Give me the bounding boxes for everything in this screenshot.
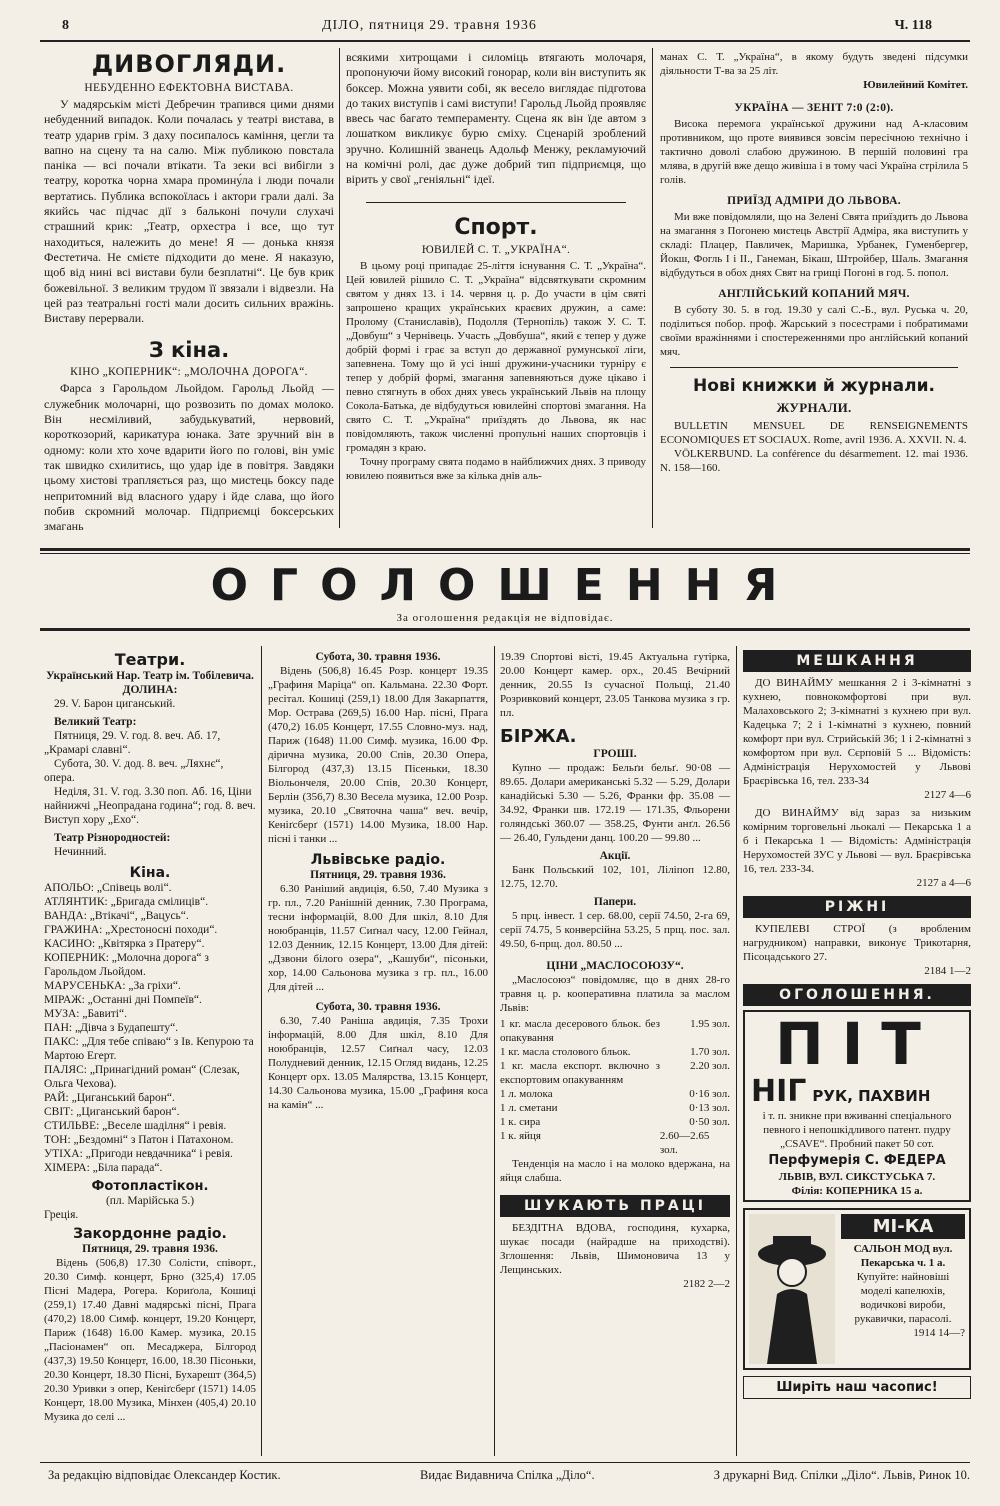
theatres-title: Театри.	[114, 650, 186, 669]
exchange-title: БІРЖА.	[500, 726, 577, 747]
price-row	[500, 1129, 730, 1157]
housing-ad-2: ДО ВИНАЙМУ від зараз за низьким комірним торговельні льокалі — Пекарська 1 а б і Пекарська 1 — Відомість: Адміністрація Нерухомостей ЗУС у Львові — вул. Браєрівська 16, тел. 233-34.	[743, 807, 971, 875]
journals-title: ЖУРНАЛИ.	[776, 400, 852, 415]
price-value: 0·16 зол.	[689, 1088, 730, 1100]
fotoplastikon-text: Греція.	[44, 1209, 79, 1221]
admira-title: ПРИЇЗД АДМІРИ ДО ЛЬВОВА.	[727, 195, 901, 207]
ads-disclaimer: За оголошення редакція не відповідає.	[396, 612, 614, 624]
books-title: Нові книжки й журнали.	[693, 376, 935, 396]
bonds-text: 5 прц. інвест. 1 сер. 68.00, серії 74.50, 2-га 69, серії 74.75, 5 конверсійна 53.25, 5 прщ. пос. зал. 49.50, 6-прщ. дол. 80.50 ...	[500, 910, 730, 950]
price-row	[500, 1101, 730, 1115]
divohliady-text: У мадярськім місті Дебречин трапився цими днями небуденний випадок. Коли почалась у театрі вистава, в театр ударив грім. З даху посипалось каміння, цегли та вапно на сцену та на салю. Між публикою повстала паніка — всі почали втікати. Та зеки всі вибігли з театру, коротка чорна хмара промину́ла і люди почали вертатись. Публика вспокоїлась і актори грали далі. За якийсь час підчас дії з бальконі почули слухачі страшний крик: „Театр, орхестра і все, що тут находиться, належить до мене! Я — донька князя Фестетича. Не смієте підходити до мене. Я наказую, щоб від нині всі вистави були безплатні“. Це був крик божевільної. З великим трудом її звязали і відвезли. На цей раз театральні гості мали досить сильних вражінь. Виставу перервали.	[44, 97, 334, 326]
cinema-item: КОПЕРНИК: „Молочна дорога“ з Гарольдом Льойдом.	[44, 952, 209, 978]
cinema-item: МІРАЖ: „Останні дні Помпеїв“.	[44, 994, 202, 1006]
continued-text: всякими хитрощами і силоміць втягають молочаря, пропонуючи йому високий гонорар, коли він виступить як боксер. Можна уявити собі, як весело виглядає підготова до таких виступів і самі виступи! Гарольд Льойд проявляє ввесь час багато темпераменту. Сцена як він їде автом з лошатком викликує бурю сміху. Сценарій зроблений зручно. Колишній званець Адольф Менжу, рекламуючий на комічні ролі, дає дуже добрий тип підприємця, що вірить у свої „геніяльні“ ідеї.	[346, 50, 646, 187]
sweat-ad-feet: НІГ	[751, 1074, 807, 1109]
misc-ad-code: 2184 1—2	[924, 965, 971, 977]
z-kina-text: Фарса з Гарольдом Льойдом. Гарольд Льойд — служебник молочарні, що розвозить по домах молоко. Він несміливий, забудькуватий, нервовий, короткозорий, карикатура юнака. Зате зручний він в одному: коли хто хоче вдарити його по голові, він уміє так швидко схилитись, що удар іде в повітря. Завдяки цьому хистові трапляється раз, що мистець боксу паде непритомний від власного удару і йде слава, що його побив скромний молочар. Підприємці боксерських змагань	[44, 381, 334, 534]
sweat-ad-hands: РУК, ПАХВИН	[812, 1087, 931, 1105]
theatre-line: Пятниця, 29. V. год. 8. веч. Аб. 17, „Крамарі славні“.	[44, 730, 221, 756]
cinema-item: РАЙ: „Циганський барон“.	[44, 1092, 175, 1104]
radio-saturday-text: Відень (506,8) 16.45 Розр. концерт 19.35 „Графиня Маріца“ оп. Кальмана. 22.30 Форт. ресітал. Кошиці (259,1) 18.00 Для Закарпаття, Мор. Острава (269,5) 16.00 Нар. пісні, Прага (470,2) 16.05 Концерт, 17.55 Словно-муз. над, Париж (1648) 11.00 Симф. музика, 16.00 Фр. дірична музика, 20.00 Спів, 20.30 Опера, Білгород (437,3) 13.15 Пісеньки, 18.30 Віольончеля, 20.00 Спів, 20.30 Концерт, Берлін (356,7) 8.30 Весела музика, 12.00 Розр. музика, 20.10 „Святочна чаша“ веч. вечір, Кеніґсберґ (1571) 14.00 Музика, 18.00 Нар. пісні і танки ...	[268, 665, 488, 845]
housing-ad-2-code: 2127 а 4—6	[916, 877, 971, 889]
misc-header: РІЖНІ	[743, 896, 971, 918]
theatres-column	[44, 650, 256, 1424]
cinema-item: СВІТ: „Циганський барон“.	[44, 1106, 180, 1118]
price-label: 1 к. яйця	[500, 1130, 541, 1142]
cinema-item: УТІХА: „Пригоди невдачника“ і ревія.	[44, 1148, 233, 1160]
column-rule	[652, 48, 653, 528]
radio-column	[268, 650, 488, 1112]
theatre-line: Неділя, 31. V. год. 3.30 поп. Аб. 16, Ціни найнижчі „Неопрадана година“; год. 8. веч. Виступ хору „Ехо“.	[44, 786, 256, 826]
footer-rule	[40, 1462, 970, 1463]
sweat-ad-title: ПІТ	[775, 1010, 939, 1078]
perfumery-branch: Філія: КОПЕРНИКА 15 а.	[791, 1185, 923, 1197]
mika-ad	[743, 1208, 971, 1370]
cinema-item: АПОЛЬО: „Співець волі“.	[44, 882, 172, 894]
foreign-radio-title: Закордонне радіо.	[73, 1226, 227, 1242]
sweat-ad-text: і т. п. зникне при вживанні спеціального певного і непошкідливого патент. пудру „CSAVE“. Пробний пакет 50 сот.	[762, 1110, 952, 1150]
housing-ad-1: ДО ВИНАЙМУ мешкання 2 і 3-кімнатні з кухнею, повнокомфортові при вул. Малаховського 2; 3-кімнатні з кухнею при вул. Кадецька 7; 2 і 1-кімнатні з кухнею, повний комфорт при вул. Стрийській 36; 1 і 2-кімнатні з комфортом при вул. Сєрповій 5 ... Відомість: Адміністрація Нерухомостей у Львові Браєрівська 16, тел. 233-34	[743, 677, 971, 787]
column-rule	[339, 48, 340, 528]
mika-text-block	[841, 1214, 965, 1364]
section-divider	[366, 202, 626, 203]
cinema-item: КАСИНО: „Квітярка з Пратеру“.	[44, 938, 205, 950]
price-value: 2.20 зол.	[690, 1060, 730, 1072]
cinema-item: ПАЛЯС: „Принагідний роман“ (Слезак, Ольга Чехова).	[44, 1064, 240, 1090]
footer-publisher: Видає Видавнича Спілка „Діло“.	[420, 1468, 595, 1482]
price-row	[500, 1059, 730, 1087]
price-label: 1 кг. масла столового бльок.	[500, 1046, 631, 1058]
z-kina-title: З кіна.	[148, 338, 230, 363]
price-label: 1 кг. масла десерового бльок. без опакування	[500, 1018, 660, 1044]
bulletin-entry: BULLETIN MENSUEL DE RENSEIGNEMENTS ECONOMIQUES ET SOCIAUX. Rome, avril 1936. A. XXVII. N. 4.	[660, 420, 968, 446]
hat-lady-icon	[749, 1214, 835, 1364]
committee-signature: Ювилейний Комітет.	[863, 79, 968, 91]
ads-bottom-rule	[40, 628, 970, 631]
divohliady-subtitle: НЕБУДЕННО ЕФЕКТОВНА ВИСТАВА.	[84, 82, 294, 94]
spread-newspaper-banner: Ширіть наш часопис!	[743, 1376, 971, 1399]
job-seekers-header: ШУКАЮТЬ ПРАЦІ	[500, 1195, 730, 1217]
price-value: 2.60—2.65 зол.	[659, 1130, 710, 1156]
page-number: 8	[62, 18, 69, 33]
sweat-powder-ad	[743, 1010, 971, 1202]
lviv-radio-text: 6.30 Раніший авдиція, 6.50, 7.40 Музика з гр. пл., 7.20 Ранішній денник, 7.30 Програма, тесни інформацій, 8.00 Для шкіл, 8.10 Для ноюбранців, 11.57 Сиґнал часу, 12.00 Гейнал, 12.03 Денник, 12.15 Концерт, 13.00 Для дітей: „Дзвони білого озера“, „Кашуби“, пісоньки, хор, 14.00 Сальонова музика з гр. пл., 16.00 Для дітей ...	[268, 883, 488, 993]
z-kina-subtitle: КІНО „КОПЕРНИК“: „МОЛОЧНА ДОРОГА“.	[70, 366, 308, 379]
perfumery-name: Перфумерія С. ФЕДЕРА	[768, 1153, 946, 1168]
misc-ad: КУПЕЛЕВІ СТРОЇ (з вробленим нагрудником) направки, виконує Трикотарня, Пісоцадського 27.	[743, 923, 971, 963]
column-3	[660, 50, 968, 475]
housing-ad-1-code: 2127 4—6	[924, 789, 971, 801]
lviv-radio-saturday-title: Субота, 30. травня 1936.	[315, 1001, 441, 1013]
theatre-line: Субота, 30. V. дод. 8. веч. „Ляхнє“, опера.	[44, 758, 224, 784]
divohliady-title: ДИВОГЛЯДИ.	[91, 50, 287, 78]
theatre-line: 29. V. Барон циганський.	[54, 698, 176, 710]
column-2	[346, 50, 646, 483]
job-seeker-ad: БЕЗДІТНА ВДОВА, господиня, кухарка, шукає посади (найрадше на приходстві). Зглошення: Львів, Шимоновича 13 у Лещинських.	[500, 1222, 730, 1276]
ads-title: ОГОЛОШЕННЯ	[210, 560, 800, 611]
mika-title: САЛЬОН МОД вул. Пекарська ч. 1 а.	[853, 1243, 953, 1269]
shares-title: Акції.	[599, 850, 631, 862]
sport-subtitle: ЮВИЛЕЙ С. Т. „УКРАЇНА“.	[421, 243, 571, 256]
cinema-item: ПАН: „Дівча з Будапешту“.	[44, 1022, 179, 1034]
footer-editor: За редакцію відповідає Олександер Костик.	[48, 1468, 281, 1482]
cinema-item: ВАНДА: „Втікачі“, „Вацусь“.	[44, 910, 189, 922]
sport-text-2: Точну програму свята подамо в найближчих днях. З приводу ювилею появиться вже за кілька днів аль-	[346, 455, 646, 482]
classified-column	[743, 650, 971, 1399]
perfumery-address: ЛЬВІВ, ВУЛ. СИКСТУСЬКА 7.	[778, 1171, 936, 1183]
mika-illustration	[749, 1214, 835, 1364]
ads-subheader: ОГОЛОШЕННЯ.	[743, 984, 971, 1006]
exchange-column	[500, 650, 730, 1291]
radio-continued: 19.39 Спортові вісті, 19.45 Актуальна гутірка, 20.00 Концерт камер. орх., 20.45 Вечірний денник, 20.55 Із сучасної Польщі, 21.40 Розривковий концерт, 23.05 Танкова музика з гр. пл.	[500, 651, 730, 719]
football-title: АНГЛІЙСЬКИЙ КОПАНИЙ МЯЧ.	[718, 288, 910, 300]
price-value: 0·13 зол.	[689, 1102, 730, 1114]
job-seeker-code: 2182 2—2	[683, 1278, 730, 1290]
fotoplastikon-title: Фотопластікон.	[91, 1179, 209, 1194]
cinema-item: ХІМЕРА: „Біла парада“.	[44, 1162, 163, 1174]
variety-status: Нечинний.	[54, 846, 107, 858]
almanac-cont: манах С. Т. „Україна“, в якому будуть зведені підсумки діяльности Т-ва за 25 літ.	[660, 51, 968, 77]
price-label: 1 кг. масла експорт. включно з експортовим опакуванням	[500, 1060, 660, 1086]
price-value: 1.70 зол.	[690, 1046, 730, 1058]
column-1	[44, 50, 334, 534]
price-value: 0·50 зол.	[689, 1116, 730, 1128]
price-label: 1 к. сира	[500, 1116, 541, 1128]
football-text: В суботу 30. 5. в год. 19.30 у салі С.-Б., вул. Руська ч. 20, поділиться побор. проф. Жарський з посестрами і побратимами своїми вражіннями і спостереженнями про англійський копаний мяч.	[660, 304, 968, 358]
shares-text: Банк Польський 102, 101, Ліліпоп 12.80, 12.75, 12.70.	[500, 864, 730, 890]
prices-note: Тенденція на масло і на молоко вдержана, на яйця слабша.	[500, 1158, 730, 1184]
footer-printer: З друкарні Вид. Спілки „Діло“. Львів, Ринок 10.	[713, 1468, 970, 1482]
price-row	[500, 1115, 730, 1129]
cinema-item: ГРАЖИНА: „Хрестоносні походи“.	[44, 924, 218, 936]
ads-top-rule	[40, 548, 970, 551]
ads-top-rule-thin	[40, 553, 970, 554]
foreign-radio-text: Відень (506,8) 17.30 Солісти, співорт., 20.30 Симф. концерт, Брно (325,4) 17.05 Пісні Мадера, Рогера. Кориґола, Кошиці (259,1) 17.40 Давні мадярські пісні, Прага (470,2) 18.00 Симф. концерт, 19.20 Концерт, Париж (1648) 16.00 Камер. музика, 20.15 „Пасіонамен“ оп. Месаджера, Білгород (437,3) 19.50 Концерт, 16.00, 18.30 Пісоньки, 20.30 Концерт, 18.30 Пісні, Бухарешт (364,5) 20.30 Уривки з опер, Кеніґсберґ (1571) 14.05 Концерт, 18.00 Музика, Мінхен (405,4) 20.10 Музика до селі ...	[44, 1257, 256, 1423]
column-rule	[261, 646, 262, 1456]
mika-logo: МІ-КА	[841, 1214, 965, 1239]
radio-saturday-title: Субота, 30. травня 1936.	[315, 651, 441, 663]
admira-text: Ми вже повідомляли, що на Зелені Свята приїздить до Львова на змагання з Погонею мистець Австрії Адміра, яка виступить у складі: Плацер, Павличек, Маришка, Урбанек, Гуменбергер, Йокш, Фогль І і ІІ., Ганеман, Бікаш, Штройбер, Шаль. Змагання відбудуться в обох днях Свят на грищі Погоні в год. 5. попол.	[660, 211, 968, 279]
column-rule	[736, 646, 737, 1456]
price-label: 1 л. молока	[500, 1088, 553, 1100]
cinema-item: АТЛЯНТИК: „Бригада смілиців“.	[44, 896, 209, 908]
sweat-ad-subtitle	[751, 1074, 963, 1109]
cinema-item: ПАКС: „Для тебе співаю“ з Ів. Кепурою та Мартою Егерт.	[44, 1036, 254, 1062]
price-list	[500, 1017, 730, 1157]
price-label: 1 л. сметани	[500, 1102, 558, 1114]
cinema-list	[44, 881, 256, 1175]
money-text: Купно — продаж: Бельґи бельґ. 90·08 — 89.65. Долари американські 5.32 — 5.29, Долари канадійські 5.30 — 5.26, Франки фр. 35.08 — 34.92, Франки шв. 172.19 — 171.35, Фльорени голяндські 360.07 — 358.25, Фунти анґл. 26.56 — 26.40, Гульдени данц. 100.20 — 99.80 ...	[500, 762, 730, 844]
money-title: ГРОШІ.	[593, 748, 637, 760]
mika-text: Купуйте: найновіші моделі капелюхів, водичкові вироби, рукавички, парасолі.	[854, 1271, 952, 1325]
bonds-title: Папери.	[593, 896, 637, 908]
mika-code: 1914 14—?	[913, 1327, 965, 1339]
foreign-radio-date: Пятниця, 29. травня 1936.	[82, 1243, 218, 1255]
price-row	[500, 1017, 730, 1045]
housing-header: МЕШКАННЯ	[743, 650, 971, 672]
ukraina-zenit-title: УКРАЇНА — ЗЕНІТ 7:0 (2:0).	[734, 102, 894, 114]
prices-intro: „Маслосоюз“ повідомляє, що в днях 28-го травня ц. р. кооперативна платила за маслом Львів:	[500, 974, 730, 1014]
lviv-radio-date: Пятниця, 29. травня 1936.	[310, 869, 446, 881]
price-row	[500, 1087, 730, 1101]
section-divider	[670, 367, 958, 368]
lviv-radio-saturday-text: 6.30, 7.40 Раніша авдиція, 7.35 Трохи інформацій, 8.00 Для шкіл, 8.10 Для ноюбранців, 12.57 Сиґнал часу, 12.03 Полудневий денник, 12.15 Огляд видань, 12.25 Концерт орх. 13.05 Малярства, 13.15 Концерт, 14.30 Сальонова музика, 15.00 „Графиня коса на камін“ ...	[268, 1015, 488, 1111]
fotoplastikon-address: (пл. Марійська 5.)	[105, 1195, 195, 1207]
cinema-item: МАРУСЕНЬКА: „За гріхи“.	[44, 980, 181, 992]
header-rule	[40, 40, 970, 42]
cinema-item: МУЗА: „Бавиті“.	[44, 1008, 127, 1020]
theatre-intro: Український Нар. Театр ім. Тобілевича. ДОЛИНА:	[46, 670, 254, 696]
issue-number: Ч. 118	[894, 18, 932, 33]
lviv-radio-title: Львівське радіо.	[310, 852, 446, 868]
column-rule	[494, 646, 495, 1456]
cinema-item: СТИЛЬВЕ: „Веселе шаділня“ і ревія.	[44, 1120, 227, 1132]
page-header	[62, 18, 932, 38]
variety-title: Театр Різнородностей:	[54, 832, 171, 844]
ukraina-zenit-text: Висока перемога української дружини над А-класовим противником, що проте виявився зовсім пересічною технічно і тактично доволі слабою дружиною. В першій половині гра млява, в другій вже дещо живіша і в тому часі Україна стрілила 5 голів.	[660, 118, 968, 186]
prices-title: ЦІНИ „МАСЛОСОЮЗУ“.	[546, 960, 684, 972]
masthead: ДІЛО, пятниця 29. травня 1936	[322, 18, 537, 33]
volkerbund-entry: VÖLKERBUND. La conférence du désarmement. 12. mai 1936. N. 158—160.	[660, 448, 968, 474]
sport-text: В цьому році припадає 25-ліття існування С. Т. „Україна“. Цей ювилей рішило С. Т. „Україна“ відсвяткувати скромним святом у днях 13. і 14. червня ц. р. До участи в цім святі запрошено кращих українських краєвих дружин, а саме: Пролому (Станиславів), Подолля (Тернопіль) також У. С. Т. „Довбуш“ з Чернівець. Участь „Довбуша“, який є тепер у дуже добрій формі і грає за вступ до державної румунської ліги, запевнена. Тому що й усі інші дружини-учасники турніру є тепер у добрій формі, змагання запевняються дуже цікаво і певно стягнуть в обох днях увесь український Львів на площу Сокола-Батька, де відбудуться ювилейні спортові змагання. На свято С. Т. „Україна“ приїздять до Львова, як нас повідомляють, також численні пропульні наших спортовців і громадян з краю.	[346, 259, 646, 454]
sport-title: Спорт.	[454, 214, 538, 240]
price-row	[500, 1045, 730, 1059]
cinema-item: ТОН: „Бездомні“ з Патон і Патахоном.	[44, 1134, 234, 1146]
price-value: 1.95 зол.	[690, 1018, 730, 1030]
cinemas-title: Кіна.	[129, 865, 171, 881]
great-theatre-title: Великий Театр:	[54, 716, 137, 728]
